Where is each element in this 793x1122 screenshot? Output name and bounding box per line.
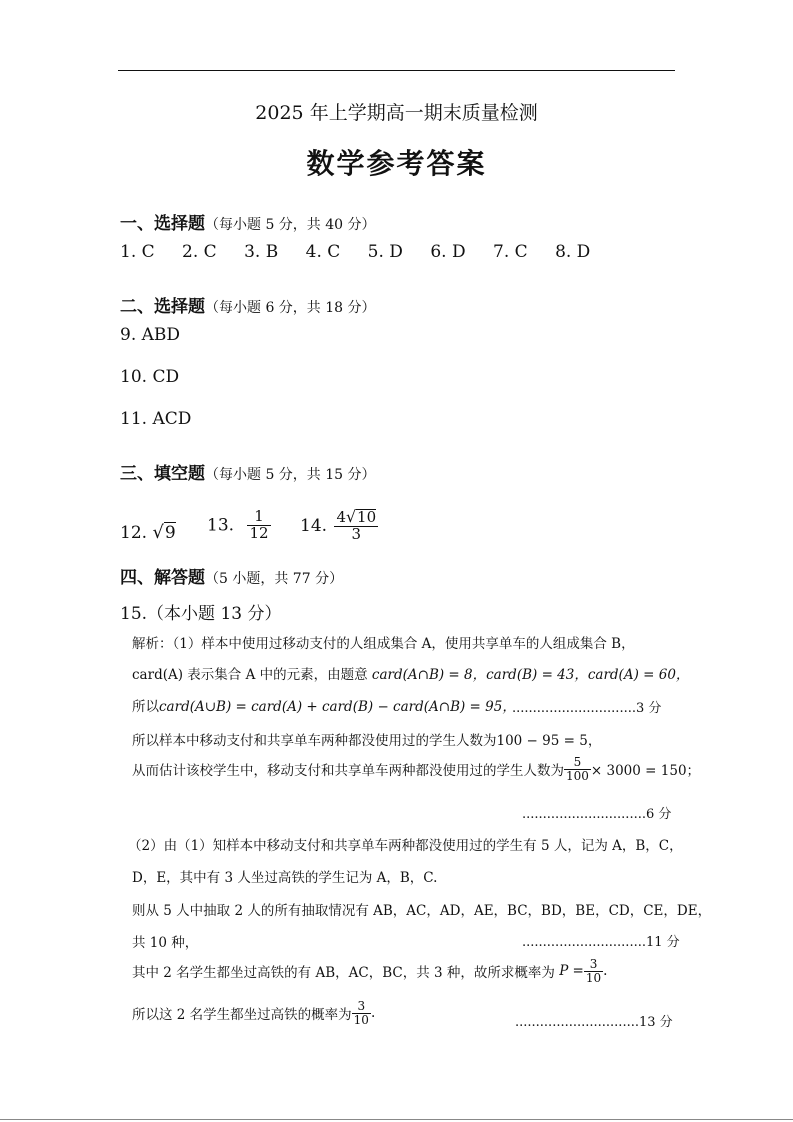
answer-10: 10. CD bbox=[120, 367, 180, 387]
sqrt-icon: √ bbox=[346, 507, 357, 526]
answer-14-fraction bbox=[334, 509, 378, 543]
score-mark-13: ..............................13 分 bbox=[515, 1015, 673, 1030]
answer-13-label: 13. bbox=[207, 515, 235, 536]
bottom-rule bbox=[0, 1119, 793, 1120]
q15-line-4-formula: 100 − 95 = 5， bbox=[496, 733, 602, 749]
q15-line-5-numerator: 5 bbox=[564, 756, 591, 770]
answer-8: 8. D bbox=[555, 242, 591, 262]
page-subtitle: 2025 年上学期高一期末质量检测 bbox=[255, 102, 538, 124]
answer-12-label: 12. bbox=[120, 523, 148, 543]
section2-title: 二、选择题 bbox=[120, 297, 205, 317]
answer-13-fraction bbox=[247, 509, 270, 542]
q15-line-11-numerator: 3 bbox=[352, 1000, 371, 1014]
section3-heading bbox=[120, 459, 376, 484]
top-rule bbox=[118, 70, 675, 71]
q15-line-3-text: 所以 bbox=[132, 699, 159, 715]
q15-line-5-denominator: 100 bbox=[566, 768, 589, 783]
q15-line-10-p: P = bbox=[559, 963, 584, 980]
section3-note: （每小题 5 分，共 15 分） bbox=[205, 467, 376, 483]
section4-heading bbox=[120, 563, 343, 588]
q15-line-11 bbox=[132, 1000, 375, 1026]
section3-title: 三、填空题 bbox=[120, 464, 205, 484]
q15-line-9: 共 10 种， bbox=[132, 935, 199, 951]
answer-14-coefficient: 4 bbox=[336, 508, 346, 526]
q15-line-5-fraction bbox=[564, 756, 591, 782]
answer-5: 5. D bbox=[367, 242, 403, 262]
q15-line-11-denominator: 10 bbox=[353, 1012, 369, 1027]
q15-line-11-text: 所以这 2 名学生都坐过高铁的概率为 bbox=[132, 1007, 352, 1024]
answer-13-numerator: 1 bbox=[247, 509, 270, 526]
score-mark-3: ..............................3 分 bbox=[512, 701, 662, 716]
q15-line-4 bbox=[132, 729, 601, 749]
answer-13 bbox=[207, 509, 271, 542]
answer-1: 1. C bbox=[120, 242, 155, 262]
score-mark-6: ..............................6 分 bbox=[522, 807, 672, 822]
answer-7: 7. C bbox=[493, 242, 528, 262]
q15-line-1: 解析：（1）样本中使用过移动支付的人组成集合 A，使用共享单车的人组成集合 B， bbox=[132, 636, 635, 652]
q15-line-11-period: . bbox=[370, 1005, 376, 1022]
q15-line-5 bbox=[132, 756, 700, 782]
q15-line-3-formula: card(A∪B) = card(A) + card(B) − card(A∩B) = 95， bbox=[159, 699, 516, 715]
answer-11: 11. ACD bbox=[120, 409, 192, 429]
answer-14-denominator: 3 bbox=[351, 524, 362, 543]
q15-line-11-fraction bbox=[352, 1000, 371, 1026]
answer-12-radicand: 9 bbox=[164, 523, 176, 543]
q15-line-5-text: 从而估计该校学生中，移动支付和共享单车两种都没使用过的学生人数为 bbox=[132, 763, 564, 780]
section1-title: 一、选择题 bbox=[120, 214, 205, 234]
answer-6: 6. D bbox=[430, 242, 466, 262]
section4-note: （5 小题，共 77 分） bbox=[205, 571, 344, 587]
answer-4: 4. C bbox=[305, 242, 341, 262]
q15-line-2-formula: card(A∩B) = 8，card(B) = 43，card(A) = 60， bbox=[371, 667, 690, 683]
q15-line-7: D，E，其中有 3 人坐过高铁的学生记为 A，B，C. bbox=[132, 870, 438, 886]
q15-line-10 bbox=[132, 958, 607, 984]
q15-line-2 bbox=[132, 663, 689, 683]
section2-heading bbox=[120, 292, 376, 317]
q15-line-10-period: . bbox=[603, 963, 608, 980]
answer-3: 3. B bbox=[244, 242, 279, 262]
q15-line-4-text: 所以样本中移动支付和共享单车两种都没使用过的学生人数为 bbox=[132, 733, 497, 749]
q15-line-5-formula: × 3000 = 150； bbox=[590, 763, 701, 780]
section4-title: 四、解答题 bbox=[120, 568, 205, 588]
q15-heading: 15.（本小题 13 分） bbox=[120, 604, 282, 624]
answer-9: 9. ABD bbox=[120, 325, 181, 345]
q15-line-10-fraction bbox=[584, 958, 603, 984]
section1-heading bbox=[120, 209, 376, 234]
q15-line-2-text: card(A) 表示集合 A 中的元素，由题意 bbox=[132, 667, 368, 683]
q15-line-10-text: 其中 2 名学生都坐过高铁的有 AB，AC，BC，共 3 种，故所求概率为 bbox=[132, 965, 555, 982]
answer-12 bbox=[120, 522, 176, 543]
answer-13-denominator: 12 bbox=[249, 523, 269, 542]
q15-line-8: 则从 5 人中抽取 2 人的所有抽取情况有 AB，AC，AD，AE，BC，BD，BE，CD，CE，DE， bbox=[132, 903, 712, 919]
section1-answers bbox=[120, 242, 612, 262]
q15-line-10-numerator: 3 bbox=[584, 958, 603, 972]
answer-14-label: 14. bbox=[300, 515, 328, 536]
answer-14-radicand: 10 bbox=[357, 508, 377, 526]
q15-line-3 bbox=[132, 695, 516, 715]
answer-14 bbox=[300, 509, 378, 543]
q15-line-6: （2）由（1）知样本中移动支付和共享单车两种都没使用过的学生有 5 人，记为 A，B，C， bbox=[128, 838, 683, 854]
section1-note: （每小题 5 分，共 40 分） bbox=[205, 217, 376, 233]
answer-2: 2. C bbox=[182, 242, 217, 262]
q15-line-10-denominator: 10 bbox=[585, 970, 602, 985]
page-title: 数学参考答案 bbox=[306, 147, 487, 180]
section2-note: （每小题 6 分，共 18 分） bbox=[205, 300, 376, 316]
score-mark-11: ..............................11 分 bbox=[522, 935, 680, 950]
sqrt-icon: √ bbox=[152, 522, 164, 543]
